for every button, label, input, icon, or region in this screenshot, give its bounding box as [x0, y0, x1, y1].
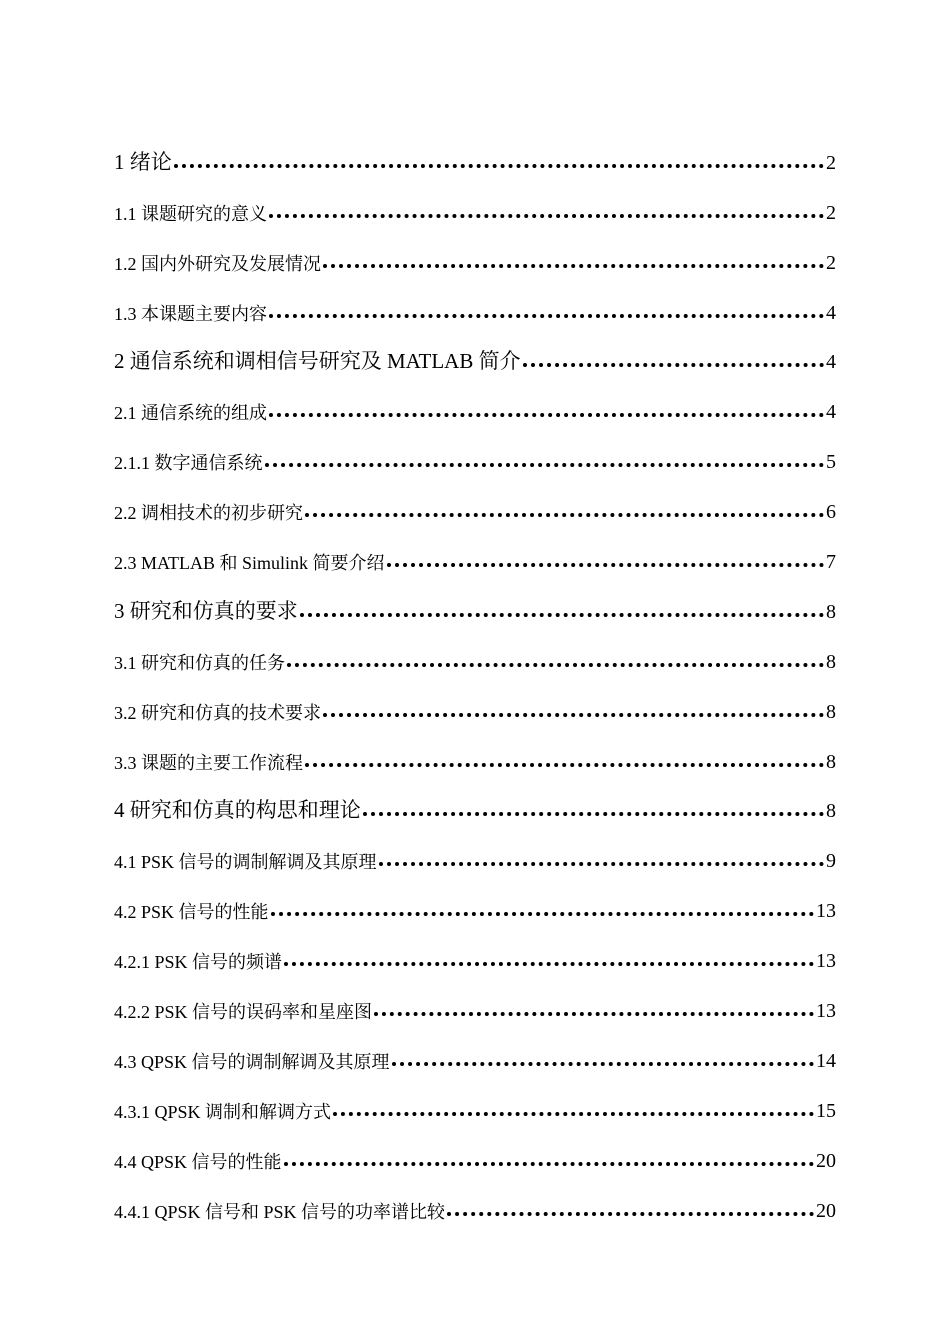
- toc-entry-page: 20: [816, 1199, 836, 1222]
- toc-entry-title: 2.3 MATLAB 和 Simulink 简要介绍: [114, 553, 385, 574]
- toc-entry-page: 2: [826, 251, 836, 274]
- toc-entry[interactable]: [114, 1123, 836, 1173]
- toc-entry-title: 4 研究和仿真的构思和理论: [114, 798, 361, 823]
- toc-entry-page: 4: [826, 301, 836, 324]
- toc-leader-dots: [379, 862, 824, 866]
- toc-leader-dots: [265, 463, 825, 467]
- toc-leader-dots: [300, 613, 824, 617]
- toc-entry-title: 4.2 PSK 信号的性能: [114, 902, 269, 923]
- toc-entry-page: 9: [826, 850, 836, 873]
- toc-leader-dots: [287, 663, 824, 667]
- toc-entry[interactable]: [114, 823, 836, 873]
- toc-entry[interactable]: [114, 275, 836, 325]
- toc-entry[interactable]: [114, 424, 836, 474]
- toc-entry-page: 4: [826, 351, 836, 374]
- table-of-contents: [114, 125, 836, 1223]
- toc-entry[interactable]: [114, 1173, 836, 1223]
- toc-entry[interactable]: [114, 973, 836, 1023]
- toc-entry-page: 2: [826, 151, 836, 174]
- toc-entry[interactable]: [114, 724, 836, 774]
- toc-entry-title: 1 绪论: [114, 149, 172, 174]
- toc-entry[interactable]: [114, 1023, 836, 1073]
- toc-leader-dots: [269, 413, 824, 417]
- toc-entry-title: 2.1.1 数字通信系统: [114, 453, 263, 474]
- toc-leader-dots: [323, 713, 824, 717]
- toc-entry-title: 3 研究和仿真的要求: [114, 598, 298, 623]
- toc-leader-dots: [305, 763, 824, 767]
- toc-entry[interactable]: [114, 374, 836, 424]
- toc-entry-page: 5: [826, 451, 836, 474]
- toc-entry-page: 7: [826, 551, 836, 574]
- toc-entry-page: 4: [826, 401, 836, 424]
- toc-leader-dots: [174, 164, 824, 168]
- toc-entry-title: 4.4.1 QPSK 信号和 PSK 信号的功率谱比较: [114, 1201, 446, 1222]
- toc-entry-title: 4.2.2 PSK 信号的误码率和星座图: [114, 1002, 373, 1023]
- toc-entry[interactable]: [114, 325, 836, 375]
- toc-entry-title: 4.1 PSK 信号的调制解调及其原理: [114, 852, 377, 873]
- toc-entry-page: 8: [826, 800, 836, 823]
- toc-entry-page: 20: [816, 1149, 836, 1172]
- toc-leader-dots: [284, 1162, 814, 1166]
- toc-leader-dots: [271, 912, 814, 916]
- toc-entry[interactable]: [114, 774, 836, 824]
- toc-entry-title: 3.3 课题的主要工作流程: [114, 752, 303, 773]
- toc-entry-page: 8: [826, 650, 836, 673]
- toc-leader-dots: [333, 1112, 814, 1116]
- toc-entry-title: 4.4 QPSK 信号的性能: [114, 1151, 282, 1172]
- toc-leader-dots: [269, 214, 824, 218]
- toc-entry[interactable]: [114, 624, 836, 674]
- toc-entry-page: 8: [826, 700, 836, 723]
- toc-entry[interactable]: [114, 1073, 836, 1123]
- toc-entry-title: 2.2 调相技术的初步研究: [114, 503, 303, 524]
- toc-entry[interactable]: [114, 574, 836, 624]
- toc-entry-title: 4.3.1 QPSK 调制和解调方式: [114, 1101, 332, 1122]
- toc-entry[interactable]: [114, 175, 836, 225]
- toc-leader-dots: [523, 363, 824, 367]
- toc-entry-page: 15: [816, 1099, 836, 1122]
- toc-entry-title: 4.2.1 PSK 信号的频谱: [114, 952, 283, 973]
- toc-entry-page: 13: [816, 1000, 836, 1023]
- toc-leader-dots: [323, 264, 824, 268]
- toc-entry[interactable]: [114, 125, 836, 175]
- toc-entry-title: 1.3 本课题主要内容: [114, 303, 267, 324]
- toc-leader-dots: [392, 1062, 814, 1066]
- toc-entry-title: 1.2 国内外研究及发展情况: [114, 253, 321, 274]
- toc-entry-title: 4.3 QPSK 信号的调制解调及其原理: [114, 1051, 390, 1072]
- toc-entry[interactable]: [114, 474, 836, 524]
- toc-entry[interactable]: [114, 873, 836, 923]
- toc-leader-dots: [447, 1212, 814, 1216]
- toc-leader-dots: [269, 314, 824, 318]
- toc-entry[interactable]: [114, 674, 836, 724]
- toc-entry-page: 2: [826, 201, 836, 224]
- toc-entry[interactable]: [114, 524, 836, 574]
- toc-leader-dots: [363, 812, 824, 816]
- toc-entry-title: 2.1 通信系统的组成: [114, 403, 267, 424]
- toc-entry-page: 14: [816, 1049, 836, 1072]
- toc-entry-page: 13: [816, 900, 836, 923]
- toc-entry-title: 1.1 课题研究的意义: [114, 203, 267, 224]
- toc-entry-page: 8: [826, 600, 836, 623]
- toc-leader-dots: [387, 563, 824, 567]
- toc-entry-title: 2 通信系统和调相信号研究及 MATLAB 简介: [114, 349, 521, 374]
- toc-entry[interactable]: [114, 923, 836, 973]
- toc-leader-dots: [374, 1012, 814, 1016]
- toc-entry-page: 13: [816, 950, 836, 973]
- toc-entry-title: 3.1 研究和仿真的任务: [114, 652, 285, 673]
- toc-entry[interactable]: [114, 225, 836, 275]
- toc-leader-dots: [284, 962, 814, 966]
- toc-leader-dots: [305, 513, 824, 517]
- toc-entry-page: 8: [826, 750, 836, 773]
- toc-entry-page: 6: [826, 501, 836, 524]
- toc-entry-title: 3.2 研究和仿真的技术要求: [114, 702, 321, 723]
